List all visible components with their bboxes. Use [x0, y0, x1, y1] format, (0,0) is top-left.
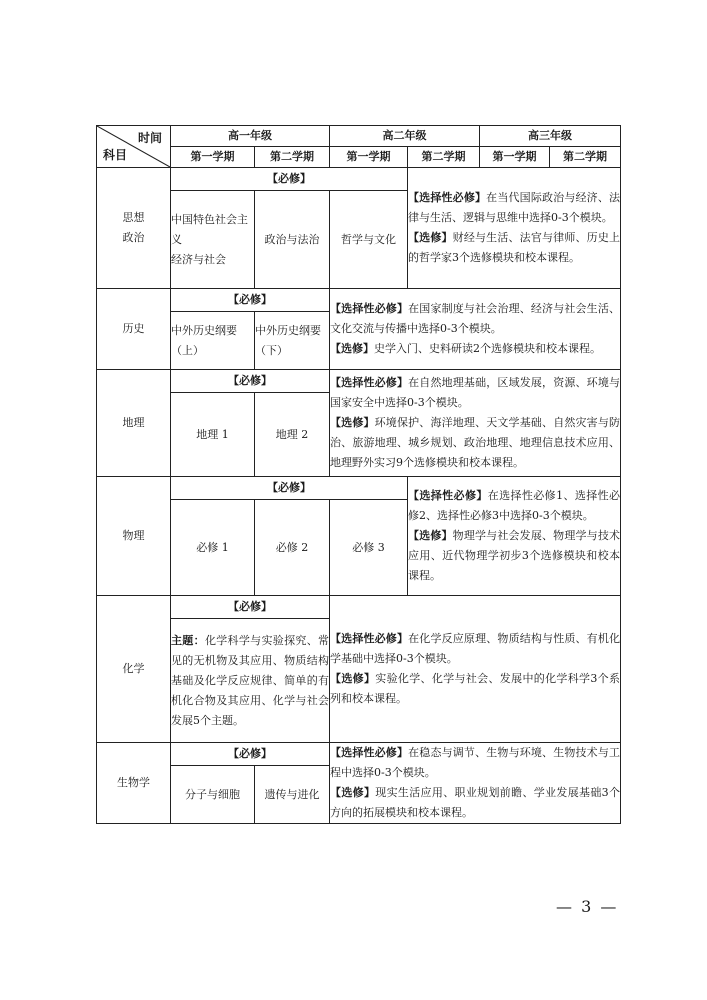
elective-label: 【选择性必修】 — [330, 376, 409, 389]
semester-header: 第二学期 — [550, 147, 621, 168]
module-cell: 中外历史纲要（下） — [255, 312, 330, 370]
module-cell: 必修 2 — [255, 500, 330, 596]
module-cell: 中外历史纲要（上） — [171, 312, 255, 370]
module-cell: 必修 3 — [330, 500, 408, 596]
curriculum-table — [96, 125, 621, 824]
physics-description — [408, 477, 621, 596]
optional-label: 【选修】 — [330, 672, 376, 685]
chemistry-topics — [171, 619, 330, 743]
topic-text: 化学科学与实验探究、常见的无机物及其应用、物质结构基础及化学反应规律、简单的有机化合物及其应用、化学与社会发展5个主题。 — [171, 633, 330, 727]
required-label: 【必修】 — [171, 596, 330, 619]
elective-label: 【选择性必修】 — [330, 632, 409, 645]
geography-description — [330, 370, 621, 477]
history-description — [330, 289, 621, 370]
subject-biology: 生物学 — [97, 743, 171, 824]
elective-text: 在稳态与调节、生物与环境、生物技术与工程中选择0-3个模块。 — [330, 746, 621, 779]
required-label: 【必修】 — [171, 370, 330, 393]
elective-text: 在选择性必修1、选择性必修2、选择性必修3中选择0-3个模块。 — [408, 489, 621, 522]
elective-label: 【选择性必修】 — [408, 191, 487, 204]
optional-text: 环境保护、海洋地理、天文学基础、自然灾害与防治、旅游地理、城乡规划、政治地理、地理信息技术应用、地理野外实习9个选修模块和校本课程。 — [330, 416, 620, 469]
module-cell: 遗传与进化 — [255, 766, 330, 824]
semester-header: 第一学期 — [480, 147, 550, 168]
module-cell: 哲学与文化 — [330, 191, 408, 289]
optional-label: 【选修】 — [330, 342, 374, 355]
optional-label: 【选修】 — [330, 786, 376, 799]
header-corner — [97, 126, 171, 168]
required-label: 【必修】 — [171, 168, 408, 191]
elective-label: 【选择性必修】 — [330, 746, 409, 759]
optional-text: 史学入门、史料研读2个选修模块和校本课程。 — [374, 342, 601, 355]
subject-politics: 思想 政治 — [97, 168, 171, 289]
chemistry-description — [330, 596, 621, 743]
subject-geography: 地理 — [97, 370, 171, 477]
elective-label: 【选择性必修】 — [408, 489, 488, 502]
optional-text: 现实生活应用、职业规划前瞻、学业发展基础3个方向的拓展模块和校本课程。 — [330, 786, 620, 819]
header-time-label: 时间 — [137, 131, 162, 145]
page-number: — 3 — — [556, 897, 619, 916]
elective-label: 【选择性必修】 — [330, 302, 409, 315]
module-cell: 必修 1 — [171, 500, 255, 596]
grade-11-header: 高二年级 — [330, 126, 480, 147]
semester-header: 第二学期 — [255, 147, 330, 168]
module-cell: 政治与法治 — [255, 191, 330, 289]
subject-chemistry: 化学 — [97, 596, 171, 743]
elective-text: 在当代国际政治与经济、法律与生活、逻辑与思维中选择0-3个模块。 — [408, 191, 621, 224]
topic-label: 主题： — [171, 633, 205, 647]
subject-history: 历史 — [97, 289, 171, 370]
optional-text: 财经与生活、法官与律师、历史上的哲学家3个选修模块和校本课程。 — [408, 231, 621, 264]
optional-text: 实验化学、化学与社会、发展中的化学科学3个系列和校本课程。 — [330, 672, 620, 705]
grade-10-header: 高一年级 — [171, 126, 330, 147]
header-subject-label: 科目 — [103, 148, 128, 162]
module-cell: 地理 1 — [171, 393, 255, 477]
grade-12-header: 高三年级 — [480, 126, 621, 147]
required-label: 【必修】 — [171, 477, 408, 500]
required-label: 【必修】 — [171, 289, 330, 312]
required-label: 【必修】 — [171, 743, 330, 766]
optional-label: 【选修】 — [408, 231, 453, 244]
elective-text: 在化学反应原理、物质结构与性质、有机化学基础中选择0-3个模块。 — [330, 632, 621, 665]
semester-header: 第一学期 — [171, 147, 255, 168]
elective-text: 在自然地理基础，区域发展，资源、环境与国家安全中选择0-3个模块。 — [330, 376, 621, 409]
subject-physics: 物理 — [97, 477, 171, 596]
optional-label: 【选修】 — [408, 529, 453, 542]
biology-description — [330, 743, 621, 824]
semester-header: 第二学期 — [408, 147, 480, 168]
elective-text: 在国家制度与社会治理、经济与社会生活、文化交流与传播中选择0-3个模块。 — [330, 302, 621, 335]
module-cell: 分子与细胞 — [171, 766, 255, 824]
optional-text: 物理学与社会发展、物理学与技术应用、近代物理学初步3个选修模块和校本课程。 — [408, 529, 621, 582]
semester-header: 第一学期 — [330, 147, 408, 168]
module-cell: 地理 2 — [255, 393, 330, 477]
politics-description — [408, 168, 621, 289]
module-cell: 中国特色社会主义 经济与社会 — [171, 191, 255, 289]
optional-label: 【选修】 — [330, 416, 375, 429]
